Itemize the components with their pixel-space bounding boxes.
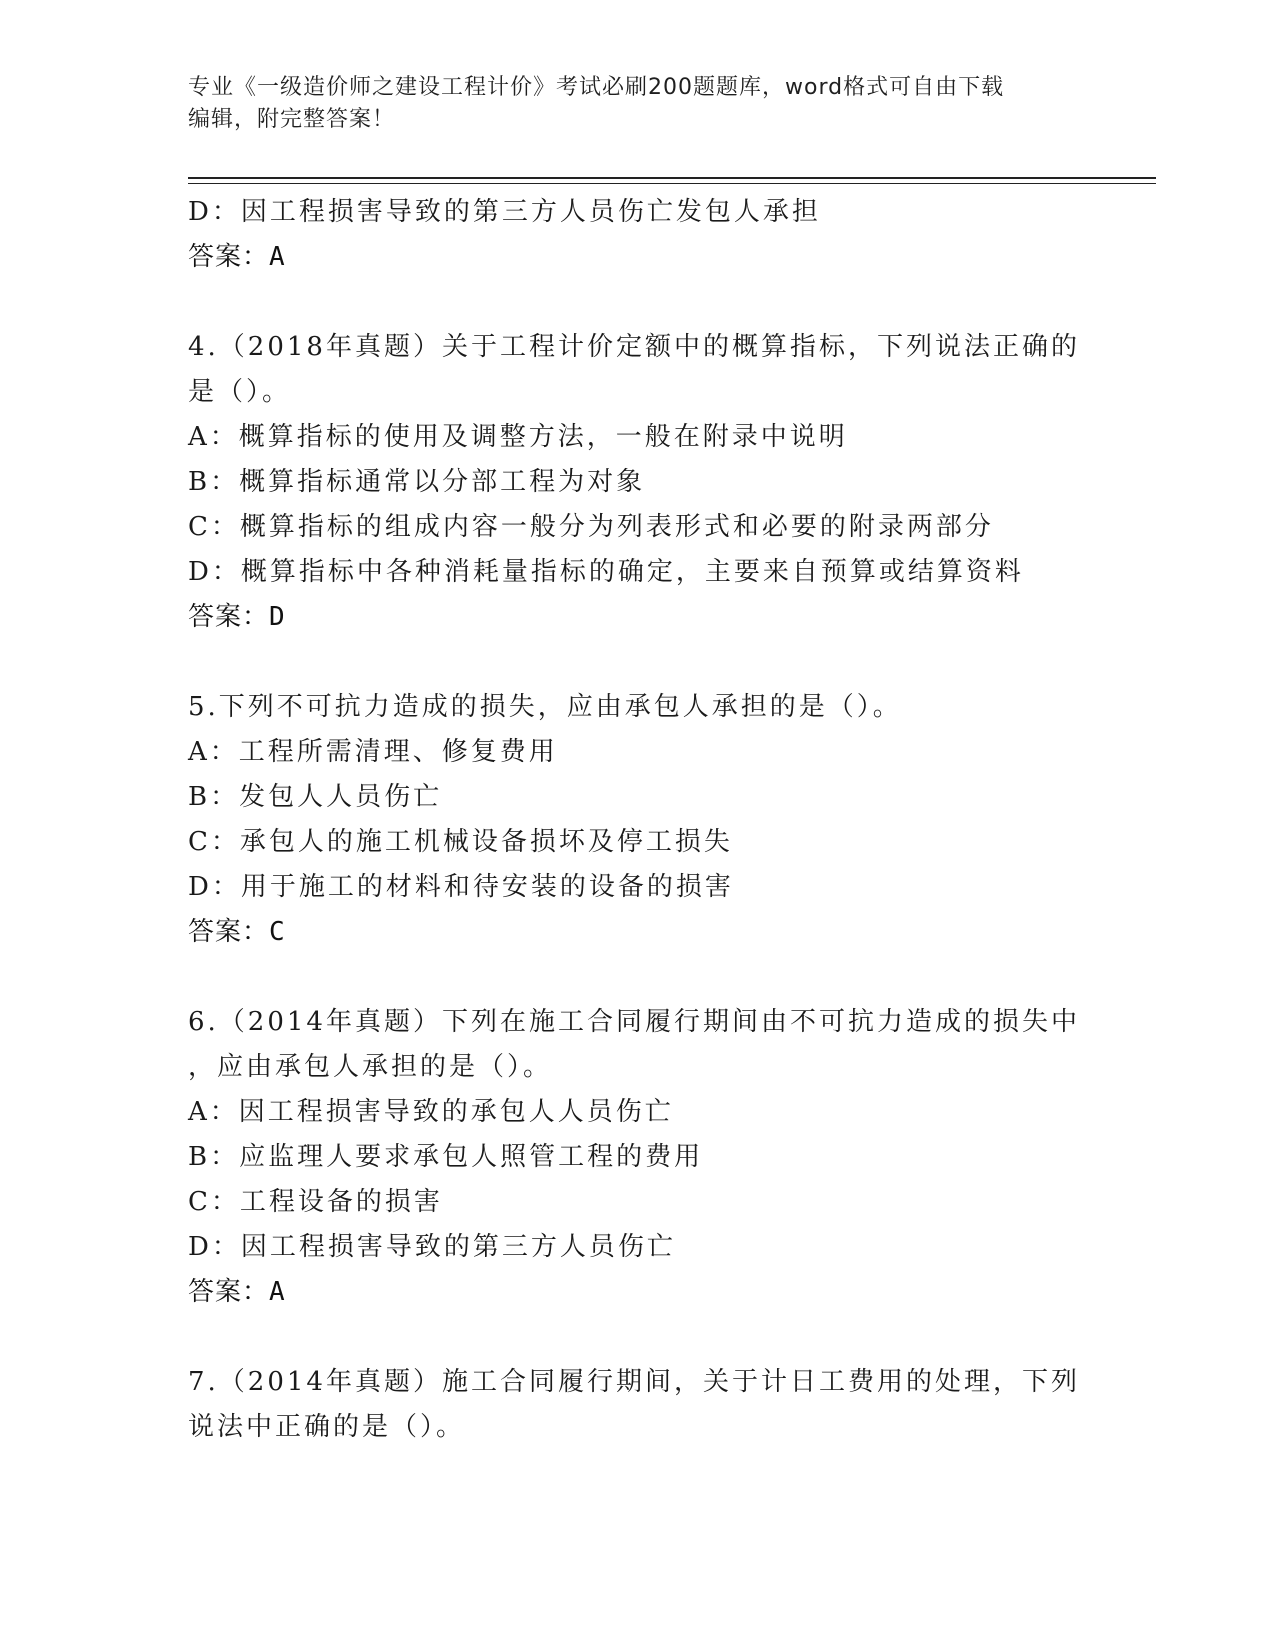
header-divider-thick <box>188 177 1156 179</box>
q6-option-b: B：应监理人要求承包人照管工程的费用 <box>188 1142 704 1172</box>
header-line-1: 专业《一级造价师之建设工程计价》考试必刷200题题库，word格式可自由下载 <box>188 75 1005 100</box>
question-4 <box>188 325 1088 640</box>
q6-option-d: D：因工程损害导致的第三方人员伤亡 <box>188 1232 676 1262</box>
q6-stem-line-1: 6.（2014年真题）下列在施工合同履行期间由不可抗力造成的损失中 <box>188 1007 1080 1037</box>
q3-option-d: D：因工程损害导致的第三方人员伤亡发包人承担 <box>188 197 821 227</box>
q6-answer <box>188 1270 1088 1315</box>
question-5 <box>188 685 1088 955</box>
q4-option-b: B：概算指标通常以分部工程为对象 <box>188 467 646 497</box>
q7-stem-line-2: 说法中正确的是（）。 <box>188 1412 466 1442</box>
question-6 <box>188 1000 1088 1315</box>
q4-stem-line-2: 是（）。 <box>188 377 292 407</box>
q5-answer-label: 答案： <box>188 917 270 947</box>
q6-answer-label: 答案： <box>188 1277 270 1307</box>
header-line-2: 编辑，附完整答案！ <box>188 107 396 132</box>
q5-option-b: B：发包人人员伤亡 <box>188 782 443 812</box>
header-divider-thin <box>188 183 1156 184</box>
q6-option-a: A：因工程损害导致的承包人人员伤亡 <box>188 1097 674 1127</box>
q7-stem-line-1: 7.（2014年真题）施工合同履行期间，关于计日工费用的处理，下列 <box>188 1367 1080 1397</box>
q5-answer <box>188 910 1088 955</box>
q3-answer-label: 答案： <box>188 242 270 272</box>
q4-answer-value: D <box>269 602 286 632</box>
q4-answer <box>188 595 1088 640</box>
question-list <box>188 190 1088 1450</box>
spacer <box>188 280 1088 325</box>
q3-answer-value: A <box>269 242 286 272</box>
q6-stem-line-2: ，应由承包人承担的是（）。 <box>188 1052 553 1082</box>
q5-answer-value: C <box>269 917 286 947</box>
q5-option-c: C：承包人的施工机械设备损坏及停工损失 <box>188 827 733 857</box>
q4-option-a: A：概算指标的使用及调整方法，一般在附录中说明 <box>188 422 848 452</box>
q5-option-a: A：工程所需清理、修复费用 <box>188 737 558 767</box>
question-7 <box>188 1360 1088 1450</box>
q5-stem-line-1: 5.下列不可抗力造成的损失，应由承包人承担的是（）。 <box>188 692 902 722</box>
question-3-tail <box>188 190 1088 280</box>
q6-answer-value: A <box>269 1277 286 1307</box>
spacer <box>188 1315 1088 1360</box>
q6-option-c: C：工程设备的损害 <box>188 1187 443 1217</box>
q3-answer <box>188 235 1088 280</box>
spacer <box>188 640 1088 685</box>
q4-stem-line-1: 4.（2018年真题）关于工程计价定额中的概算指标，下列说法正确的 <box>188 332 1080 362</box>
q5-option-d: D：用于施工的材料和待安装的设备的损害 <box>188 872 734 902</box>
q4-answer-label: 答案： <box>188 602 270 632</box>
document-header <box>188 72 1088 136</box>
q4-option-d: D：概算指标中各种消耗量指标的确定，主要来自预算或结算资料 <box>188 557 1024 587</box>
q4-option-c: C：概算指标的组成内容一般分为列表形式和必要的附录两部分 <box>188 512 994 542</box>
spacer <box>188 955 1088 1000</box>
